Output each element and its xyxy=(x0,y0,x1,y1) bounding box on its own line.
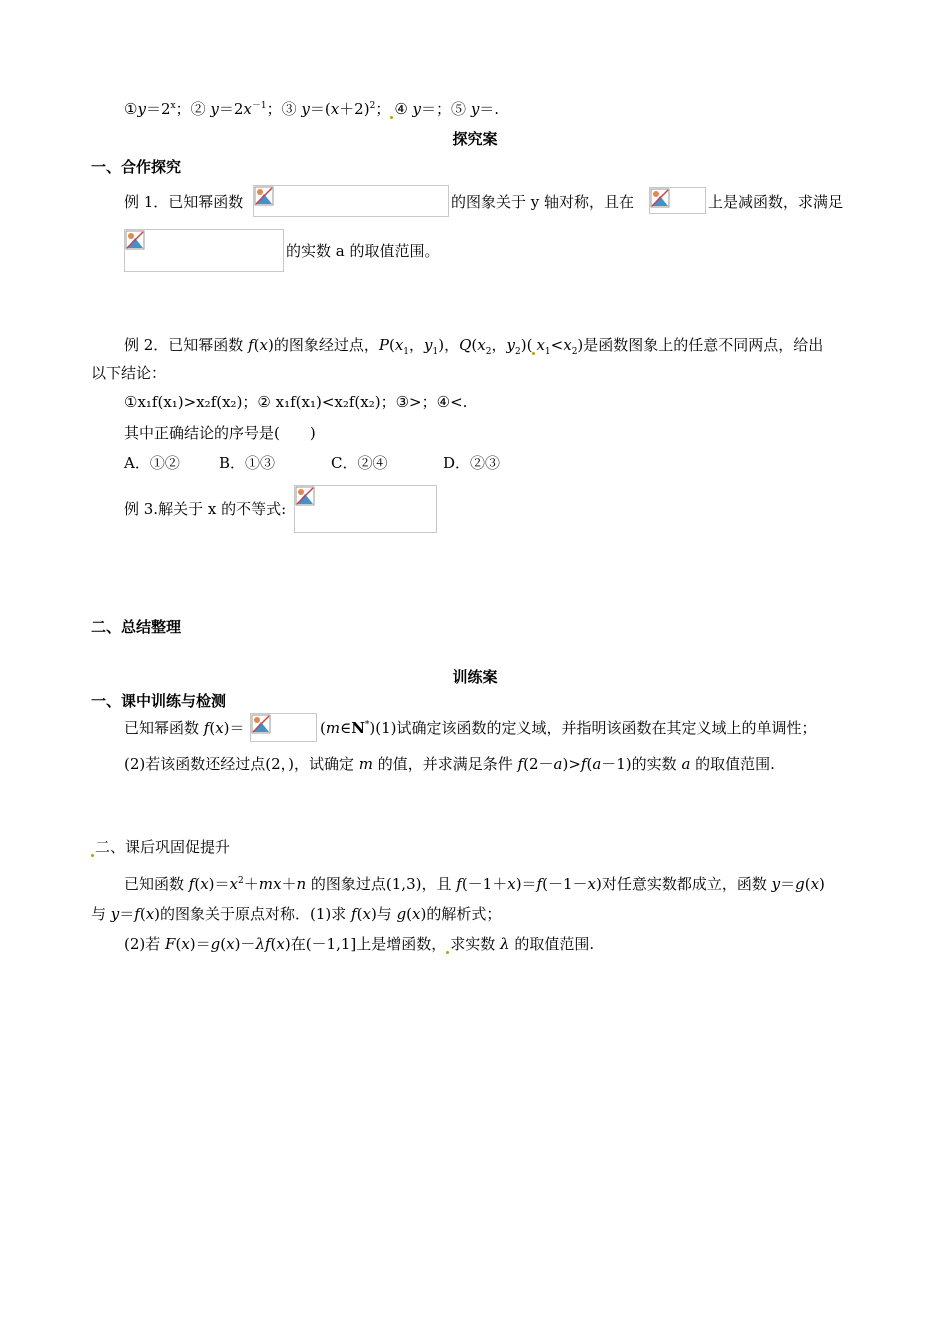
example1-line1-a: 例 1．已知幂函数 xyxy=(124,193,244,211)
anchor-mark-icon xyxy=(91,854,94,857)
image-placeholder-icon xyxy=(294,485,437,533)
option-c: C．②④ xyxy=(331,454,388,472)
heading-cooperate: 一、合作探究 xyxy=(91,158,182,176)
example1-line2: 的实数 a 的取值范围。 xyxy=(286,242,440,260)
image-placeholder-icon xyxy=(124,229,284,272)
after-line1: 已知函数 $f(x)=x^2+mx+n$ 的图象过点(1,3)，且 f(－1＋x)＝f(－1－x)对任意实数都成立，函数 y＝g(x) xyxy=(124,875,825,893)
train-line1-a: 已知幂函数 f(x)＝ xyxy=(124,719,245,737)
section-title-train: 训练案 xyxy=(452,668,498,686)
option-d: D．②③ xyxy=(443,454,501,472)
option-b: B．①③ xyxy=(219,454,276,472)
example1-line1-b: 的图象关于 y 轴对称，且在 xyxy=(451,193,635,211)
top-function-list: $①y=2^x$；② $y=2x^{-1}$；③ $y=(x+2)^2$； ④ y＝；⑤ y＝. xyxy=(124,100,500,118)
example2-question: 其中正确结论的序号是( ) xyxy=(124,424,316,442)
after-line3: (2)若 F(x)＝g(x)－λf(x)在(－1,1]上是增函数， 求实数 λ 的取值范围. xyxy=(124,935,595,953)
train-line2: (2)若该函数还经过点(2，)，试确定 m 的值，并求满足条件 f(2－a)>f(a－1)的实数 a 的取值范围. xyxy=(124,755,775,773)
example1-line1-c: 上是减函数，求满足 xyxy=(708,193,844,211)
heading-after-class: 二、课后巩固促提升 xyxy=(91,837,230,857)
heading-summary: 二、总结整理 xyxy=(91,618,182,636)
example2-conclusions: ①x₁f(x₁)>x₂f(x₂)；② x₁f(x₁)<x₂f(x₂)；③>；④<. xyxy=(124,393,468,411)
section-title-explore: 探究案 xyxy=(452,130,498,148)
anchor-mark-icon xyxy=(532,352,535,355)
image-placeholder-icon xyxy=(250,713,317,742)
image-placeholder-icon xyxy=(649,187,706,214)
anchor-mark-icon xyxy=(446,951,449,954)
example3-line: 例 3.解关于 x 的不等式: xyxy=(124,500,287,518)
after-line2: 与 y＝f(x)的图象关于原点对称．(1)求 f(x)与 g(x)的解析式； xyxy=(91,905,502,923)
heading-class-practice: 一、课中训练与检测 xyxy=(91,692,227,710)
example2-line2: 以下结论： xyxy=(91,364,167,382)
train-line1-b: (m∈N*)(1)试确定该函数的定义域，并指明该函数在其定义域上的单调性； xyxy=(320,719,817,737)
option-a: A．①② xyxy=(124,454,180,472)
example2-line1: 例 2．已知幂函数 f(x)的图象经过点，$P(x_1$，$y_1$)，$Q(x_2$，$y_2$)( $x_1<x_2$)是函数图象上的任意不同两点，给出 xyxy=(124,336,824,357)
image-placeholder-icon xyxy=(253,185,449,217)
anchor-mark-icon xyxy=(390,116,393,119)
